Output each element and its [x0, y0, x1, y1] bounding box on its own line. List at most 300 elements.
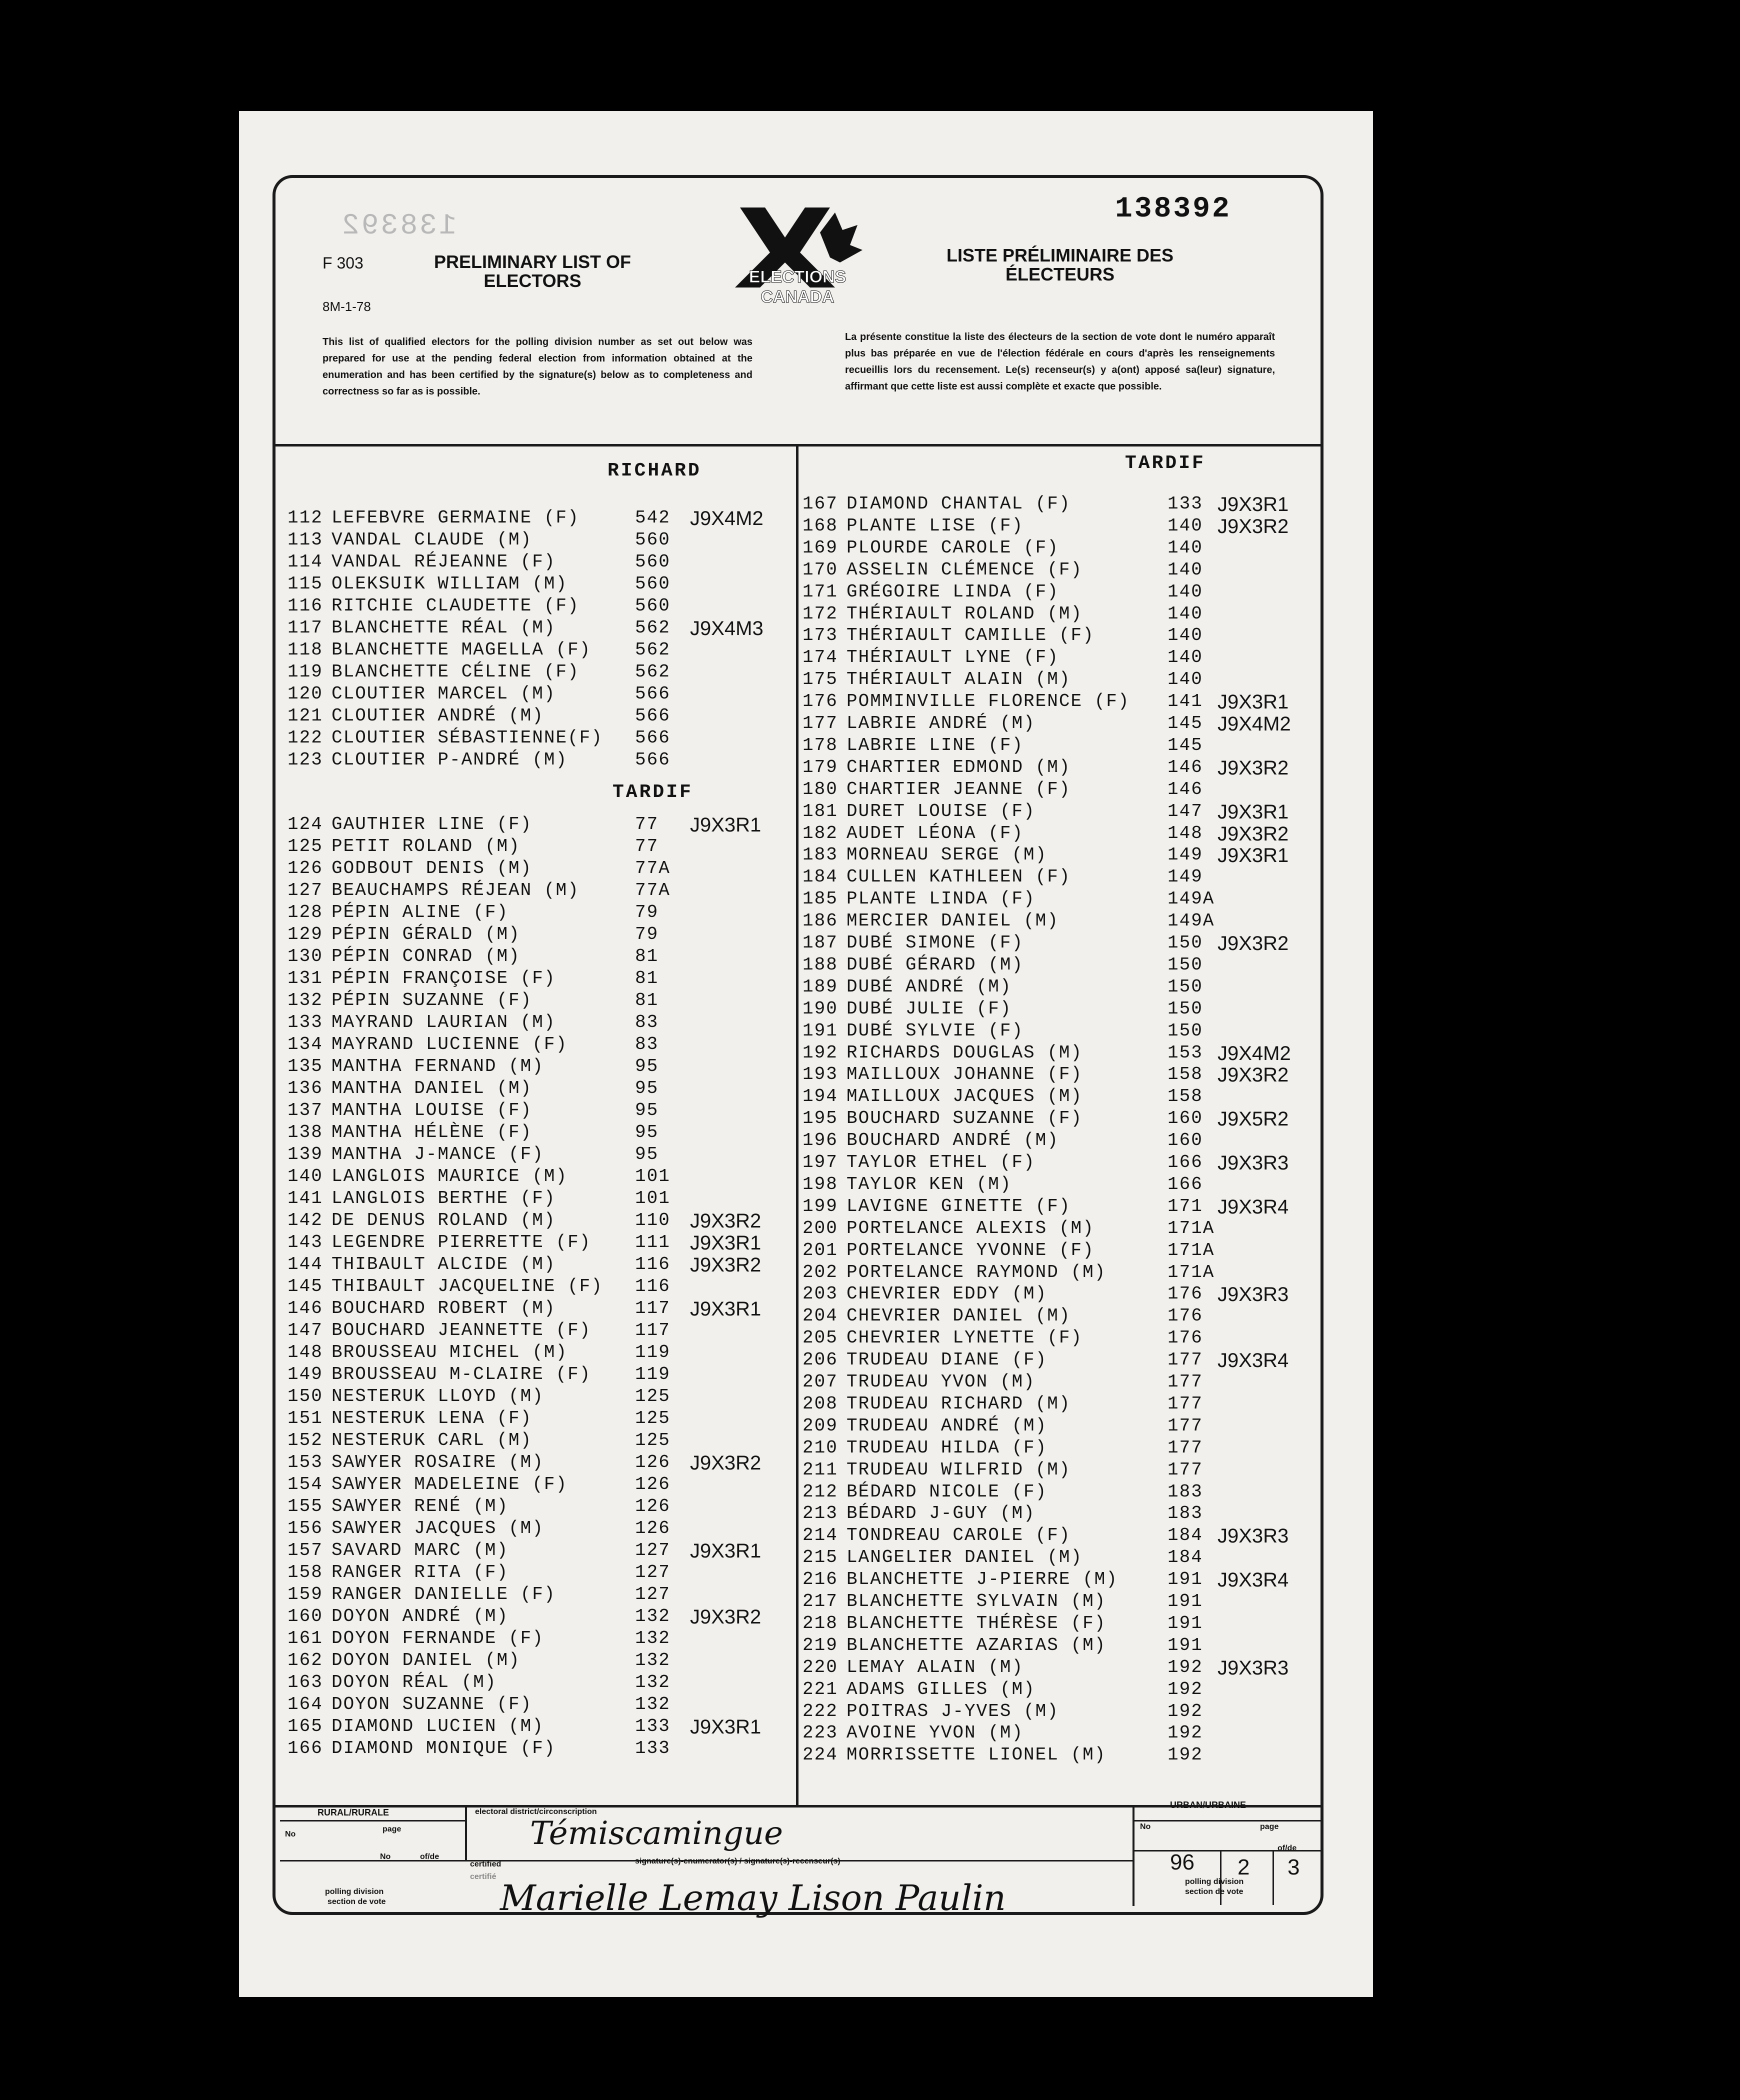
- postal-code: J9X3R3: [1218, 1152, 1289, 1174]
- elector-name: DOYON DANIEL (M): [332, 1650, 520, 1670]
- elector-name: THÉRIAULT ROLAND (M): [846, 603, 1083, 624]
- elector-number: 196: [802, 1130, 838, 1151]
- civic-number: 150: [1168, 932, 1203, 953]
- elector-number: 220: [802, 1656, 838, 1678]
- civic-number: 166: [1168, 1152, 1203, 1172]
- elector-name: DUBÉ SIMONE (F): [846, 932, 1024, 953]
- civic-number: 177: [1168, 1350, 1203, 1370]
- elector-name: BLANCHETTE SYLVAIN (M): [846, 1591, 1106, 1612]
- elector-name: LAVIGNE GINETTE (F): [846, 1196, 1071, 1216]
- elector-name: CLOUTIER SÉBASTIENNE(F): [332, 728, 603, 748]
- elector-number: 126: [288, 858, 323, 878]
- elector-name: GODBOUT DENIS (M): [332, 858, 532, 878]
- elector-number: 114: [288, 552, 323, 572]
- civic-number: 171: [1168, 1196, 1203, 1216]
- elector-name: PÉPIN SUZANNE (F): [332, 990, 532, 1010]
- civic-number: 566: [635, 684, 670, 704]
- elector-number: 221: [802, 1678, 838, 1700]
- civic-number: 110: [635, 1210, 670, 1230]
- elector-number: 137: [288, 1100, 323, 1120]
- civic-number: 127: [635, 1584, 670, 1604]
- civic-number: 133: [635, 1716, 670, 1736]
- elector-number: 144: [288, 1254, 323, 1274]
- elector-name: CHEVRIER DANIEL (M): [846, 1306, 1071, 1326]
- rural-label: RURAL/RURALE: [318, 1808, 389, 1818]
- elector-name: DOYON FERNANDE (F): [332, 1628, 544, 1648]
- elector-number: 134: [288, 1034, 323, 1054]
- elector-number: 216: [802, 1569, 838, 1590]
- postal-code: J9X3R2: [690, 1606, 762, 1628]
- civic-number: 150: [1168, 998, 1203, 1019]
- civic-number: 140: [1168, 559, 1203, 580]
- postal-code: J9X3R1: [690, 1716, 762, 1738]
- elector-number: 130: [288, 946, 323, 966]
- postal-code: J9X3R1: [1218, 844, 1289, 867]
- elector-name: MORRISSETTE LIONEL (M): [846, 1744, 1106, 1766]
- elector-number: 182: [802, 822, 838, 844]
- elector-number: 164: [288, 1694, 323, 1714]
- civic-number: 132: [635, 1650, 670, 1670]
- elector-number: 153: [288, 1452, 323, 1472]
- elector-number: 204: [802, 1306, 838, 1326]
- elector-name: TRUDEAU RICHARD (M): [846, 1393, 1071, 1414]
- elector-name: PLOURDE CAROLE (F): [846, 537, 1059, 558]
- elector-name: RANGER DANIELLE (F): [332, 1584, 556, 1604]
- postal-code: J9X3R1: [690, 814, 762, 836]
- elector-number: 167: [802, 494, 838, 514]
- postal-code: J9X3R2: [1218, 932, 1289, 954]
- civic-number: 191: [1168, 1612, 1203, 1634]
- elector-name: ASSELIN CLÉMENCE (F): [846, 559, 1083, 580]
- elector-name: MANTHA DANIEL (M): [332, 1078, 532, 1098]
- urban-page-label: page: [1260, 1822, 1279, 1831]
- elector-number: 192: [802, 1042, 838, 1063]
- elector-number: 148: [288, 1342, 323, 1362]
- postal-code: J9X3R1: [690, 1298, 762, 1320]
- postal-code: J9X4M2: [1218, 713, 1291, 735]
- civic-number: 560: [635, 552, 670, 572]
- elector-name: PLANTE LINDA (F): [846, 888, 1036, 910]
- civic-number: 171A: [1168, 1218, 1215, 1238]
- elector-number: 163: [288, 1672, 323, 1692]
- elector-name: THÉRIAULT CAMILLE (F): [846, 625, 1094, 646]
- elector-name: OLEKSUIK WILLIAM (M): [332, 574, 568, 594]
- elector-number: 218: [802, 1612, 838, 1634]
- elector-name: SAWYER JACQUES (M): [332, 1518, 544, 1538]
- elector-name: DOYON RÉAL (M): [332, 1672, 497, 1692]
- elector-name: LABRIE LINE (F): [846, 734, 1024, 756]
- elector-name: PÉPIN ALINE (F): [332, 902, 509, 922]
- urban-line: [1132, 1820, 1322, 1822]
- civic-number: 176: [1168, 1328, 1203, 1348]
- civic-number: 183: [1168, 1481, 1203, 1502]
- elector-number: 168: [802, 515, 838, 536]
- certified-label: certified: [470, 1860, 502, 1868]
- elector-number: 143: [288, 1232, 323, 1252]
- elector-name: BOUCHARD ANDRÉ (M): [846, 1130, 1059, 1151]
- elector-number: 181: [802, 800, 838, 822]
- elector-number: 156: [288, 1518, 323, 1538]
- elector-number: 201: [802, 1240, 838, 1260]
- elector-number: 142: [288, 1210, 323, 1230]
- elector-number: 207: [802, 1372, 838, 1392]
- civic-number: 153: [1168, 1042, 1203, 1063]
- civic-number: 127: [635, 1540, 670, 1560]
- elector-name: MAYRAND LUCIENNE (F): [332, 1034, 568, 1054]
- elector-number: 120: [288, 684, 323, 704]
- elector-name: TONDREAU CAROLE (F): [846, 1525, 1071, 1546]
- elector-name: NESTERUK LENA (F): [332, 1408, 532, 1428]
- elector-name: POMMINVILLE FLORENCE (F): [846, 691, 1130, 712]
- elector-number: 158: [288, 1562, 323, 1582]
- elector-name: TAYLOR ETHEL (F): [846, 1152, 1036, 1172]
- electoral-district-value: Témiscamingue: [530, 1815, 784, 1852]
- civic-number: 192: [1168, 1678, 1203, 1700]
- elector-name: DIAMOND LUCIEN (M): [332, 1716, 544, 1736]
- elector-name: BOUCHARD ROBERT (M): [332, 1298, 556, 1318]
- elector-number: 113: [288, 530, 323, 550]
- civic-number: 147: [1168, 800, 1203, 822]
- elector-number: 151: [288, 1408, 323, 1428]
- elector-name: BOUCHARD SUZANNE (F): [846, 1108, 1083, 1129]
- elector-number: 180: [802, 778, 838, 800]
- elector-number: 184: [802, 866, 838, 888]
- elector-number: 162: [288, 1650, 323, 1670]
- elector-number: 121: [288, 706, 323, 726]
- footer-divider: [274, 1805, 1322, 1808]
- signature-label: signature(s)-enumerator(s) / signature(s)-recenseur(s): [635, 1857, 840, 1866]
- elector-name: PORTELANCE ALEXIS (M): [846, 1218, 1094, 1238]
- elector-number: 147: [288, 1320, 323, 1340]
- civic-number: 126: [635, 1518, 670, 1538]
- intro-fr: La présente constitue la liste des électeurs de la section de vote dont le numéro apparaît plus bas préparée en vue de l'élection fédérale en cours d'après les renseignements recueillis lors du recensement. Le(s) recenseur(s) y a(ont) apposé sa(leur) signature, affirmant que cette liste est aussi complète et exacte que possible.: [845, 332, 1275, 392]
- elector-number: 145: [288, 1276, 323, 1296]
- elector-number: 219: [802, 1634, 838, 1656]
- elector-name: THIBAULT ALCIDE (M): [332, 1254, 556, 1274]
- civic-number: 125: [635, 1386, 670, 1406]
- civic-number: 177: [1168, 1459, 1203, 1480]
- elector-name: BLANCHETTE AZARIAS (M): [846, 1634, 1106, 1656]
- civic-number: 132: [635, 1628, 670, 1648]
- civic-number: 126: [635, 1474, 670, 1494]
- elector-name: CLOUTIER MARCEL (M): [332, 684, 556, 704]
- elector-name: SAWYER MADELEINE (F): [332, 1474, 568, 1494]
- street-heading: TARDIF: [1125, 452, 1206, 474]
- civic-number: 192: [1168, 1744, 1203, 1766]
- civic-number: 560: [635, 530, 670, 550]
- elector-name: CULLEN KATHLEEN (F): [846, 866, 1071, 888]
- ghost-serial: 138392: [340, 210, 456, 242]
- postal-code: J9X3R3: [1218, 1656, 1289, 1679]
- civic-number: 191: [1168, 1634, 1203, 1656]
- civic-number: 192: [1168, 1656, 1203, 1678]
- urban-label: URBAN/URBAINE: [1170, 1800, 1246, 1810]
- civic-number: 81: [635, 990, 659, 1010]
- elector-number: 223: [802, 1722, 838, 1744]
- elector-number: 118: [288, 640, 323, 660]
- civic-number: 77A: [635, 880, 670, 900]
- civic-number: 101: [635, 1166, 670, 1186]
- civic-number: 81: [635, 946, 659, 966]
- elector-name: RITCHIE CLAUDETTE (F): [332, 596, 580, 616]
- civic-number: 101: [635, 1188, 670, 1208]
- urban-polling-label-fr: section de vote: [1185, 1888, 1244, 1896]
- elector-name: SAWYER ROSAIRE (M): [332, 1452, 544, 1472]
- civic-number: 79: [635, 924, 659, 944]
- elector-name: GRÉGOIRE LINDA (F): [846, 581, 1059, 602]
- civic-number: 562: [635, 640, 670, 660]
- elector-number: 194: [802, 1086, 838, 1107]
- rural-page-label: page: [382, 1825, 402, 1834]
- elector-name: LANGLOIS BERTHE (F): [332, 1188, 556, 1208]
- civic-number: 176: [1168, 1284, 1203, 1304]
- civic-number: 132: [635, 1606, 670, 1626]
- elector-name: CHEVRIER LYNETTE (F): [846, 1328, 1083, 1348]
- civic-number: 149A: [1168, 910, 1215, 932]
- elector-number: 188: [802, 954, 838, 975]
- civic-number: 177: [1168, 1372, 1203, 1392]
- civic-number: 158: [1168, 1086, 1203, 1107]
- elector-number: 175: [802, 669, 838, 690]
- civic-number: 149: [1168, 866, 1203, 888]
- civic-number: 566: [635, 706, 670, 726]
- elector-name: MANTHA J-MANCE (F): [332, 1144, 544, 1164]
- civic-number: 566: [635, 750, 670, 770]
- civic-number: 146: [1168, 756, 1203, 778]
- elector-number: 140: [288, 1166, 323, 1186]
- elector-number: 203: [802, 1284, 838, 1304]
- elector-number: 177: [802, 713, 838, 734]
- civic-number: 191: [1168, 1569, 1203, 1590]
- elector-number: 195: [802, 1108, 838, 1129]
- civic-number: 95: [635, 1056, 659, 1076]
- civic-number: 145: [1168, 713, 1203, 734]
- civic-number: 116: [635, 1276, 670, 1296]
- elector-name: DIAMOND MONIQUE (F): [332, 1738, 556, 1758]
- civic-number: 133: [635, 1738, 670, 1758]
- civic-number: 145: [1168, 734, 1203, 756]
- rural-no-label: No: [285, 1830, 296, 1838]
- elector-name: DURET LOUISE (F): [846, 800, 1036, 822]
- civic-number: 160: [1168, 1108, 1203, 1129]
- postal-code: J9X3R1: [1218, 800, 1289, 823]
- elector-number: 157: [288, 1540, 323, 1560]
- elector-number: 123: [288, 750, 323, 770]
- urban-polling-number: 96: [1170, 1850, 1194, 1874]
- elector-name: DOYON SUZANNE (F): [332, 1694, 532, 1714]
- elector-number: 138: [288, 1122, 323, 1142]
- elector-name: PÉPIN CONRAD (M): [332, 946, 520, 966]
- civic-number: 177: [1168, 1393, 1203, 1414]
- elector-name: NESTERUK CARL (M): [332, 1430, 532, 1450]
- postal-code: J9X3R2: [690, 1210, 762, 1232]
- elector-number: 173: [802, 625, 838, 646]
- civic-number: 132: [635, 1672, 670, 1692]
- elector-number: 135: [288, 1056, 323, 1076]
- certified-label-fr: certifié: [470, 1872, 496, 1881]
- civic-number: 83: [635, 1012, 659, 1032]
- elector-number: 189: [802, 976, 838, 997]
- postal-code: J9X5R2: [1218, 1108, 1289, 1130]
- elector-number: 117: [288, 618, 323, 638]
- elector-name: ADAMS GILLES (M): [846, 1678, 1036, 1700]
- rural-line: [280, 1820, 465, 1822]
- elector-number: 169: [802, 537, 838, 558]
- postal-code: J9X3R2: [1218, 756, 1289, 779]
- form-number: F 303: [322, 254, 364, 272]
- elector-name: PETIT ROLAND (M): [332, 836, 520, 856]
- elector-number: 179: [802, 756, 838, 778]
- elector-name: BLANCHETTE RÉAL (M): [332, 618, 556, 638]
- elector-number: 193: [802, 1064, 838, 1085]
- elector-number: 155: [288, 1496, 323, 1516]
- elector-name: CLOUTIER P-ANDRÉ (M): [332, 750, 568, 770]
- title-en: PRELIMINARY LIST OF ELECTORS: [434, 252, 631, 291]
- civic-number: 184: [1168, 1547, 1203, 1568]
- rural-no-label-2: No: [380, 1852, 391, 1861]
- postal-code: J9X3R4: [1218, 1196, 1289, 1218]
- civic-number: 111: [635, 1232, 670, 1252]
- civic-number: 140: [1168, 647, 1203, 668]
- civic-number: 149A: [1168, 888, 1215, 910]
- elector-number: 115: [288, 574, 323, 594]
- civic-number: 132: [635, 1694, 670, 1714]
- civic-number: 125: [635, 1430, 670, 1450]
- elector-number: 159: [288, 1584, 323, 1604]
- elector-number: 133: [288, 1012, 323, 1032]
- civic-number: 117: [635, 1298, 670, 1318]
- civic-number: 177: [1168, 1437, 1203, 1458]
- postal-code: J9X4M3: [690, 618, 764, 640]
- elector-number: 191: [802, 1020, 838, 1041]
- urban-polling-label: polling division: [1185, 1878, 1244, 1886]
- elector-name: MAYRAND LAURIAN (M): [332, 1012, 556, 1032]
- elector-name: LEMAY ALAIN (M): [846, 1656, 1024, 1678]
- elector-name: BOUCHARD JEANNETTE (F): [332, 1320, 592, 1340]
- civic-number: 77: [635, 836, 659, 856]
- logo-text-en: ELECTIONS: [748, 268, 846, 286]
- elector-name: MANTHA HÉLÈNE (F): [332, 1122, 532, 1142]
- civic-number: 566: [635, 728, 670, 748]
- postal-code: J9X3R2: [1218, 1064, 1289, 1086]
- civic-number: 191: [1168, 1591, 1203, 1612]
- elector-name: PÉPIN GÉRALD (M): [332, 924, 520, 944]
- elector-number: 217: [802, 1591, 838, 1612]
- elector-name: SAWYER RENÉ (M): [332, 1496, 509, 1516]
- elector-number: 222: [802, 1700, 838, 1722]
- street-heading: RICHARD: [608, 460, 702, 482]
- elector-number: 154: [288, 1474, 323, 1494]
- elector-number: 112: [288, 508, 323, 528]
- elector-number: 150: [288, 1386, 323, 1406]
- elector-number: 176: [802, 691, 838, 712]
- postal-code: J9X3R4: [1218, 1350, 1289, 1372]
- elector-name: PÉPIN FRANÇOISE (F): [332, 968, 556, 988]
- elector-number: 210: [802, 1437, 838, 1458]
- elector-number: 122: [288, 728, 323, 748]
- elector-name: THÉRIAULT ALAIN (M): [846, 669, 1071, 690]
- postal-code: J9X4M2: [1218, 1042, 1291, 1064]
- elector-number: 170: [802, 559, 838, 580]
- elector-number: 206: [802, 1350, 838, 1370]
- elector-name: DUBÉ JULIE (F): [846, 998, 1012, 1019]
- elector-number: 178: [802, 734, 838, 756]
- postal-code: J9X3R3: [1218, 1284, 1289, 1306]
- elector-name: GAUTHIER LINE (F): [332, 814, 532, 834]
- elector-number: 128: [288, 902, 323, 922]
- logo-text-fr: CANADA: [760, 288, 834, 306]
- postal-code: J9X4M2: [690, 508, 764, 530]
- civic-number: 150: [1168, 954, 1203, 975]
- elector-number: 172: [802, 603, 838, 624]
- elector-number: 214: [802, 1525, 838, 1546]
- civic-number: 126: [635, 1452, 670, 1472]
- civic-number: 158: [1168, 1064, 1203, 1085]
- civic-number: 562: [635, 618, 670, 638]
- civic-number: 146: [1168, 778, 1203, 800]
- civic-number: 119: [635, 1364, 670, 1384]
- elector-number: 202: [802, 1262, 838, 1282]
- elector-name: MANTHA FERNAND (M): [332, 1056, 544, 1076]
- elector-number: 211: [802, 1459, 838, 1480]
- urban-page-total: 3: [1288, 1855, 1300, 1880]
- elector-name: SAVARD MARC (M): [332, 1540, 509, 1560]
- serial-number: 138392: [1115, 193, 1232, 226]
- elector-number: 212: [802, 1481, 838, 1502]
- elector-number: 160: [288, 1606, 323, 1626]
- elector-name: LEGENDRE PIERRETTE (F): [332, 1232, 592, 1252]
- civic-number: 83: [635, 1034, 659, 1054]
- elector-name: PORTELANCE YVONNE (F): [846, 1240, 1094, 1260]
- elector-number: 190: [802, 998, 838, 1019]
- civic-number: 560: [635, 596, 670, 616]
- postal-code: J9X3R1: [690, 1232, 762, 1254]
- elector-name: BLANCHETTE MAGELLA (F): [332, 640, 592, 660]
- elector-number: 213: [802, 1503, 838, 1524]
- civic-number: 148: [1168, 822, 1203, 844]
- elections-canada-logo: [730, 202, 865, 315]
- elector-name: DUBÉ ANDRÉ (M): [846, 976, 1012, 997]
- elector-number: 171: [802, 581, 838, 602]
- elector-name: MANTHA LOUISE (F): [332, 1100, 532, 1120]
- civic-number: 119: [635, 1342, 670, 1362]
- elector-number: 161: [288, 1628, 323, 1648]
- elector-number: 185: [802, 888, 838, 910]
- elector-name: LANGLOIS MAURICE (M): [332, 1166, 568, 1186]
- elector-name: POITRAS J-YVES (M): [846, 1700, 1059, 1722]
- civic-number: 192: [1168, 1722, 1203, 1744]
- civic-number: 542: [635, 508, 670, 528]
- civic-number: 176: [1168, 1306, 1203, 1326]
- civic-number: 166: [1168, 1174, 1203, 1194]
- urban-no-label: No: [1140, 1822, 1151, 1831]
- elector-name: BROUSSEAU MICHEL (M): [332, 1342, 568, 1362]
- street-heading: TARDIF: [612, 782, 693, 803]
- elector-name: DIAMOND CHANTAL (F): [846, 494, 1071, 514]
- civic-number: 171A: [1168, 1262, 1215, 1282]
- elector-number: 215: [802, 1547, 838, 1568]
- column-divider: [796, 445, 798, 1805]
- elector-name: MORNEAU SERGE (M): [846, 844, 1048, 866]
- elector-number: 136: [288, 1078, 323, 1098]
- elector-name: LANGELIER DANIEL (M): [846, 1547, 1083, 1568]
- elector-number: 149: [288, 1364, 323, 1384]
- elector-name: MAILLOUX JOHANNE (F): [846, 1064, 1083, 1085]
- civic-number: 95: [635, 1100, 659, 1120]
- elector-name: NESTERUK LLOYD (M): [332, 1386, 544, 1406]
- polling-division-label-fr: section de vote: [328, 1898, 386, 1906]
- elector-number: 146: [288, 1298, 323, 1318]
